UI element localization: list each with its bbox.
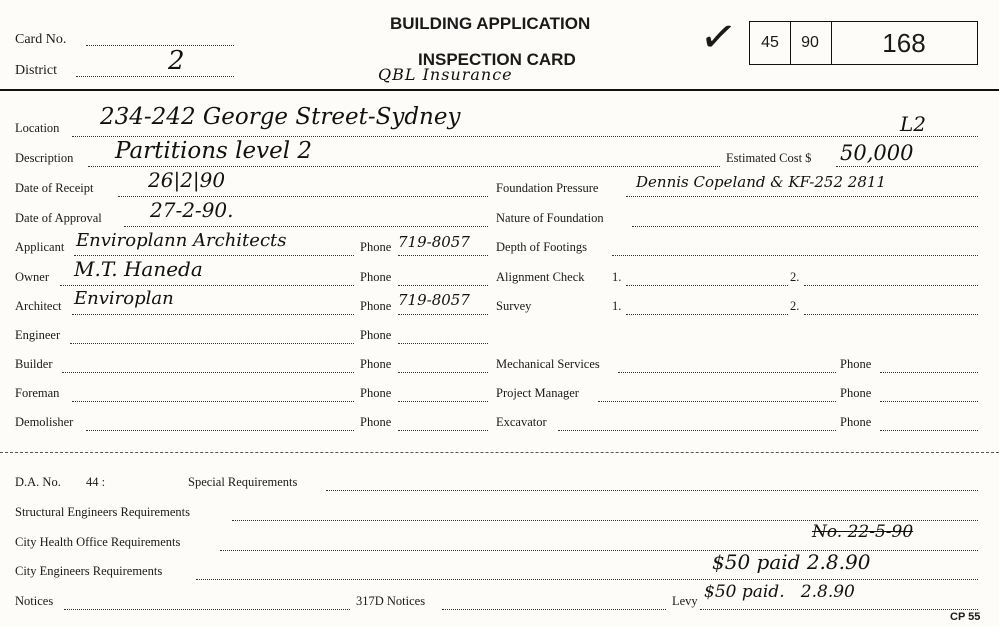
demolisher-phone-label: Phone <box>360 415 392 429</box>
structural-engineers-label: Structural Engineers Requirements <box>15 505 190 519</box>
date-of-receipt-field[interactable] <box>118 196 488 197</box>
location-label: Location <box>15 121 60 135</box>
applicant-phone-label: Phone <box>360 240 392 254</box>
location-field[interactable] <box>72 136 978 137</box>
mechanical-services-label: Mechanical Services <box>496 357 600 371</box>
survey-1-field[interactable] <box>626 314 788 315</box>
317d-notices-label: 317D Notices <box>356 594 426 608</box>
estimated-cost-value: 50,000 <box>840 141 914 165</box>
alignment-check-2-field[interactable] <box>804 285 978 286</box>
survey-2-label: 2. <box>790 299 800 313</box>
depth-of-footings-field[interactable] <box>612 255 978 256</box>
applicant-field[interactable] <box>74 255 354 256</box>
section-divider <box>0 452 999 453</box>
location-value: 234-242 George Street-Sydney <box>100 104 461 130</box>
district-field[interactable] <box>76 76 234 77</box>
city-engineers-value: $50 paid 2.8.90 <box>712 550 871 574</box>
builder-phone-label: Phone <box>360 357 392 371</box>
architect-phone-label: Phone <box>360 299 392 313</box>
architect-field[interactable] <box>72 314 354 315</box>
architect-phone-value: 719-8057 <box>398 291 470 309</box>
special-requirements-field[interactable] <box>326 490 978 491</box>
owner-label: Owner <box>15 270 50 284</box>
card-no-field[interactable] <box>86 45 234 46</box>
builder-phone-field[interactable] <box>398 372 488 373</box>
nature-of-foundation-field[interactable] <box>632 226 978 227</box>
survey-2-field[interactable] <box>804 314 978 315</box>
header-rule <box>0 89 999 91</box>
foundation-pressure-field[interactable] <box>626 196 978 197</box>
applicant-phone-value: 719-8057 <box>398 233 470 251</box>
survey-label: Survey <box>496 299 532 313</box>
survey-1-label: 1. <box>612 299 622 313</box>
description-value: Partitions level 2 <box>115 138 312 164</box>
builder-field[interactable] <box>62 372 354 373</box>
levy-field[interactable] <box>700 609 978 610</box>
city-health-value: No. 22-5-90 <box>812 522 914 542</box>
ref-box-3: 168 <box>831 21 978 65</box>
mechanical-services-phone-field[interactable] <box>880 372 978 373</box>
mechanical-services-phone-label: Phone <box>840 357 872 371</box>
engineer-label: Engineer <box>15 328 61 342</box>
depth-of-footings-label: Depth of Footings <box>496 240 587 254</box>
applicant-label: Applicant <box>15 240 65 254</box>
engineer-field[interactable] <box>70 343 354 344</box>
alignment-check-1-field[interactable] <box>626 285 788 286</box>
project-manager-field[interactable] <box>598 401 836 402</box>
317d-notices-field[interactable] <box>442 609 666 610</box>
excavator-phone-label: Phone <box>840 415 872 429</box>
levy-value: $50 paid. 2.8.90 <box>704 582 855 602</box>
excavator-field[interactable] <box>558 430 836 431</box>
project-manager-phone-label: Phone <box>840 386 872 400</box>
da-no-label: D.A. No. <box>15 475 61 489</box>
foreman-phone-label: Phone <box>360 386 392 400</box>
notices-label: Notices <box>15 594 54 608</box>
date-of-receipt-label: Date of Receipt <box>15 181 94 195</box>
foreman-field[interactable] <box>72 401 354 402</box>
levy-label: Levy <box>672 594 698 608</box>
form-title-line1: BUILDING APPLICATION <box>390 14 591 33</box>
applicant-value: Enviroplann Architects <box>76 230 287 251</box>
date-of-receipt-value: 26|2|90 <box>148 168 226 192</box>
city-engineers-field[interactable] <box>196 579 978 580</box>
form-title-line2: INSPECTION CARD <box>418 50 576 69</box>
alignment-check-2-label: 2. <box>790 270 800 284</box>
ref-box-2: 90 <box>789 21 832 65</box>
ref-box-1: 45 <box>749 21 791 65</box>
insurer-note: QBL Insurance <box>378 65 513 84</box>
structural-engineers-field[interactable] <box>232 520 978 521</box>
applicant-phone-field[interactable] <box>398 255 488 256</box>
city-health-label: City Health Office Requirements <box>15 535 181 549</box>
architect-phone-field[interactable] <box>398 314 488 315</box>
district-label: District <box>15 63 57 78</box>
date-of-approval-value: 27-2-90. <box>150 198 234 222</box>
project-manager-phone-field[interactable] <box>880 401 978 402</box>
nature-of-foundation-label: Nature of Foundation <box>496 211 604 225</box>
excavator-label: Excavator <box>496 415 547 429</box>
architect-value: Enviroplan <box>74 288 174 309</box>
estimated-cost-field[interactable] <box>836 166 978 167</box>
owner-value: M.T. Haneda <box>74 257 203 281</box>
location-extra: L2 <box>900 112 927 136</box>
estimated-cost-label: Estimated Cost $ <box>726 151 812 165</box>
special-requirements-label: Special Requirements <box>188 475 298 489</box>
mechanical-services-field[interactable] <box>618 372 836 373</box>
excavator-phone-field[interactable] <box>880 430 978 431</box>
owner-phone-field[interactable] <box>398 285 488 286</box>
da-no-value: 44 : <box>86 475 106 489</box>
description-field[interactable] <box>88 166 720 167</box>
foundation-pressure-value: Dennis Copeland & KF-252 2811 <box>636 173 886 191</box>
owner-field[interactable] <box>60 285 354 286</box>
description-label: Description <box>15 151 74 165</box>
foreman-label: Foreman <box>15 386 60 400</box>
foreman-phone-field[interactable] <box>398 401 488 402</box>
card-no-label: Card No. <box>15 32 67 47</box>
date-of-approval-label: Date of Approval <box>15 211 102 225</box>
engineer-phone-label: Phone <box>360 328 392 342</box>
date-of-approval-field[interactable] <box>124 226 488 227</box>
architect-label: Architect <box>15 299 62 313</box>
district-value: 2 <box>168 46 185 76</box>
check-mark-icon: ✓ <box>696 9 741 66</box>
alignment-check-1-label: 1. <box>612 270 622 284</box>
alignment-check-label: Alignment Check <box>496 270 585 284</box>
notices-field[interactable] <box>64 609 350 610</box>
demolisher-phone-field[interactable] <box>398 430 488 431</box>
demolisher-label: Demolisher <box>15 415 74 429</box>
builder-label: Builder <box>15 357 53 371</box>
city-engineers-label: City Engineers Requirements <box>15 564 163 578</box>
demolisher-field[interactable] <box>86 430 354 431</box>
project-manager-label: Project Manager <box>496 386 579 400</box>
engineer-phone-field[interactable] <box>398 343 488 344</box>
form-code: CP 55 <box>950 611 981 623</box>
owner-phone-label: Phone <box>360 270 392 284</box>
foundation-pressure-label: Foundation Pressure <box>496 181 599 195</box>
